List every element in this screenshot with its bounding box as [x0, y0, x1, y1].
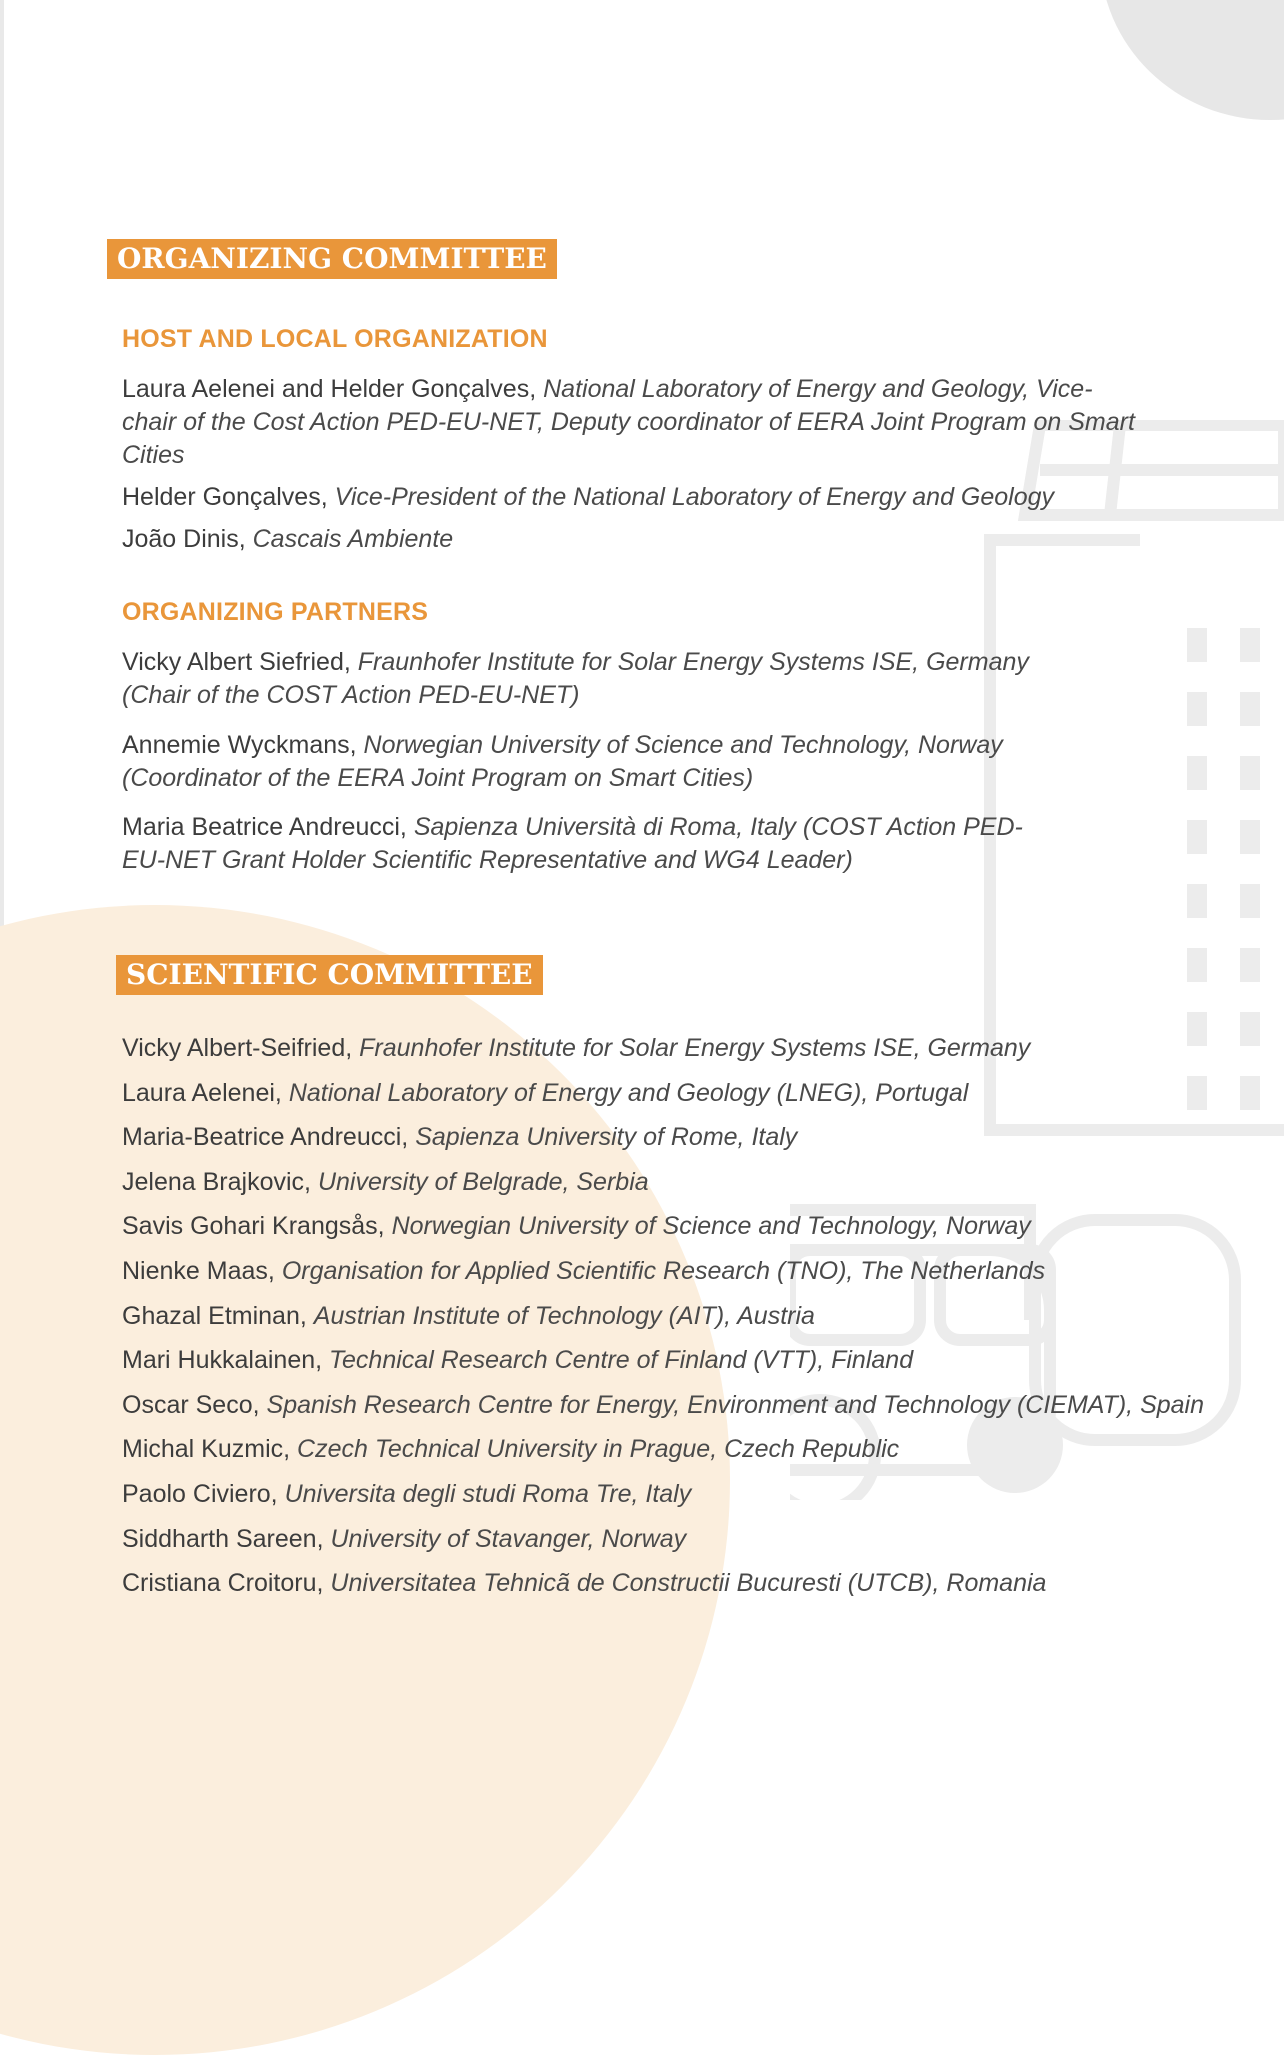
person-name: Laura Aelenei, — [122, 1078, 282, 1107]
scientific-member-list — [122, 1026, 1272, 1606]
organizing-committee-banner: ORGANIZING COMMITTEE — [107, 239, 557, 279]
person-name: João Dinis, — [122, 525, 246, 553]
person-affiliation: Norwegian University of Science and Technology, Norway — [391, 1212, 1031, 1241]
person-affiliation: Cascais Ambiente — [252, 525, 454, 553]
person-name: Paolo Civiero, — [122, 1479, 278, 1508]
scientific-member-row — [122, 1204, 1272, 1249]
scientific-member-row — [122, 1294, 1272, 1339]
person-affiliation: National Laboratory of Energy and Geology, Vice-chair of the Cost Action PED-EU-NET, Deputy coordinator of EERA Joint Program on Smart Cities — [122, 375, 1135, 469]
host-organization-heading: HOST AND LOCAL ORGANIZATION — [122, 325, 548, 353]
person-affiliation: Vice-President of the National Laboratory of Energy and Geology — [334, 483, 1055, 511]
scientific-committee-banner: SCIENTIFIC COMMITTEE — [116, 955, 543, 995]
partner-entry — [122, 646, 1097, 712]
person-name: Helder Gonçalves, — [122, 483, 328, 511]
person-name: Laura Aelenei and Helder Gonçalves, — [122, 375, 537, 403]
partner-entry — [122, 729, 1097, 795]
person-affiliation: Austrian Institute of Technology (AIT), Austria — [313, 1301, 815, 1330]
person-affiliation: Spanish Research Centre for Energy, Environment and Technology (CIEMAT), Spain — [266, 1390, 1205, 1419]
person-affiliation: Universita degli studi Roma Tre, Italy — [284, 1479, 692, 1508]
person-name: Siddharth Sareen, — [122, 1524, 324, 1553]
scientific-member-row — [122, 1517, 1272, 1562]
scientific-member-row — [122, 1472, 1272, 1517]
host-entry — [122, 523, 1142, 556]
partner-entry — [122, 811, 1062, 877]
person-name: Maria Beatrice Andreucci, — [122, 813, 407, 841]
person-affiliation: University of Stavanger, Norway — [330, 1524, 687, 1553]
person-affiliation: Norwegian University of Science and Technology, Norway (Coordinator of the EERA Joint Program on Smart Cities) — [122, 731, 1003, 792]
organizing-partners-heading: ORGANIZING PARTNERS — [122, 598, 429, 626]
person-name: Savis Gohari Krangsås, — [122, 1212, 385, 1241]
person-affiliation: Fraunhofer Institute for Solar Energy Systems ISE, Germany (Chair of the COST Action PED-EU-NET) — [122, 648, 1029, 709]
person-name: Cristiana Croitoru, — [122, 1569, 324, 1598]
scientific-member-row — [122, 1249, 1272, 1294]
scientific-member-row — [122, 1115, 1272, 1160]
scientific-member-row — [122, 1338, 1272, 1383]
person-affiliation: Technical Research Centre of Finland (VTT), Finland — [329, 1346, 914, 1375]
person-name: Ghazal Etminan, — [122, 1301, 307, 1330]
person-affiliation: Fraunhofer Institute for Solar Energy Systems ISE, Germany — [359, 1034, 1031, 1062]
person-affiliation: University of Belgrade, Serbia — [317, 1167, 649, 1196]
person-name: Annemie Wyckmans, — [122, 731, 357, 759]
person-name: Vicky Albert-Seifried, — [122, 1034, 353, 1062]
person-name: Maria-Beatrice Andreucci, — [122, 1123, 409, 1152]
person-affiliation: Sapienza University of Rome, Italy — [415, 1123, 798, 1152]
person-affiliation: Czech Technical University in Prague, Czech Republic — [297, 1435, 900, 1464]
scientific-member-row — [122, 1427, 1272, 1472]
person-name: Michal Kuzmic, — [122, 1435, 291, 1464]
host-entry — [122, 481, 1282, 514]
scientific-member-row — [122, 1561, 1272, 1606]
person-affiliation: Sapienza Università di Roma, Italy (COST Action PED-EU-NET Grant Holder Scientific Representative and WG4 Leader) — [122, 813, 1023, 874]
person-name: Nienke Maas, — [122, 1256, 275, 1285]
scientific-member-row — [122, 1071, 1272, 1116]
person-name: Vicky Albert Siefried, — [122, 648, 351, 676]
host-entry — [122, 373, 1142, 472]
person-name: Oscar Seco, — [122, 1390, 260, 1419]
person-affiliation: Organisation for Applied Scientific Research (TNO), The Netherlands — [281, 1256, 1046, 1285]
person-name: Jelena Brajkovic, — [122, 1167, 311, 1196]
person-name: Mari Hukkalainen, — [122, 1346, 323, 1375]
person-affiliation: National Laboratory of Energy and Geology (LNEG), Portugal — [288, 1078, 969, 1107]
scientific-member-row — [122, 1026, 1272, 1071]
scientific-member-row — [122, 1383, 1272, 1428]
person-affiliation: Universitatea Tehnicã de Constructii Bucuresti (UTCB), Romania — [330, 1569, 1047, 1598]
scientific-member-row — [122, 1160, 1272, 1205]
